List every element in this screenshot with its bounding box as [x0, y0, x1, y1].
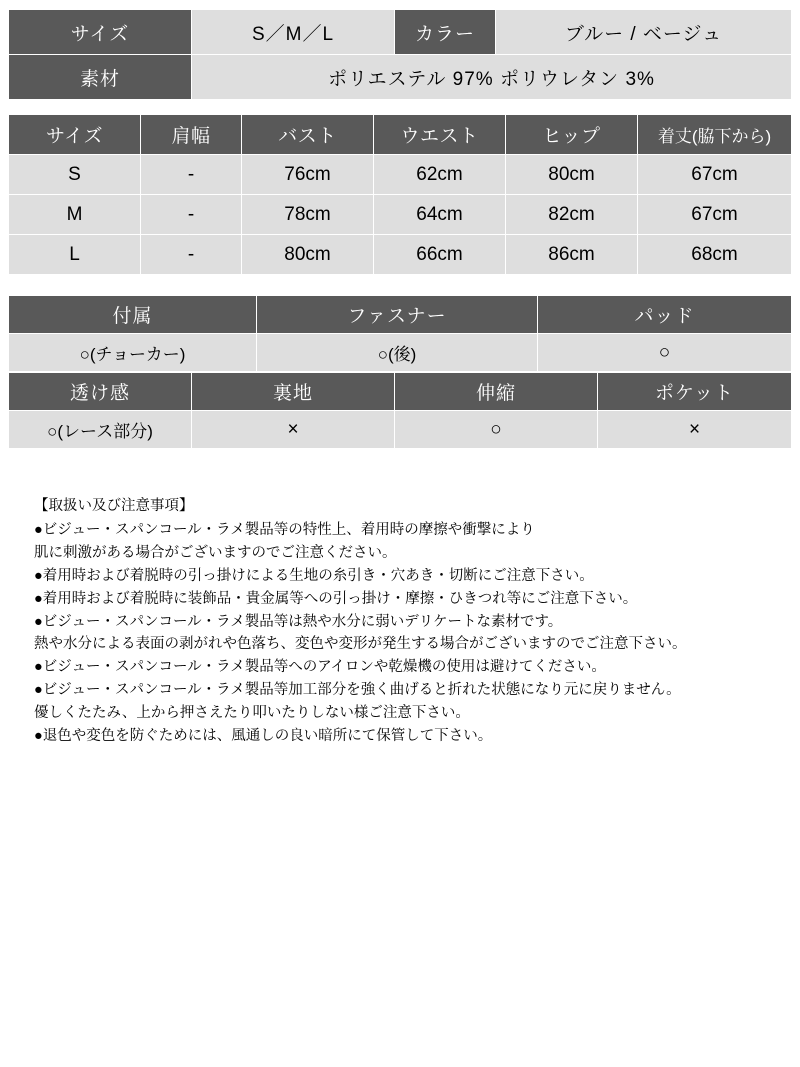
- cell: S: [9, 155, 141, 195]
- table-row: [9, 155, 792, 195]
- detail-attributes-table: [8, 295, 792, 372]
- spec-material-label: 素材: [9, 55, 192, 100]
- table-row: [9, 411, 792, 449]
- table-row: [9, 334, 792, 372]
- cell: -: [141, 195, 242, 235]
- cell: 78cm: [242, 195, 374, 235]
- cell: -: [141, 235, 242, 275]
- table-header-row: [9, 115, 792, 155]
- notes-line: ●ビジュー・スパンコール・ラメ製品等加工部分を強く曲げると折れた状態になり元に戻りません。: [34, 682, 681, 699]
- notes-title: 【取扱い及び注意事項】: [34, 498, 194, 514]
- bust-col-header: バスト: [242, 115, 374, 155]
- pocket-value: ×: [598, 411, 792, 449]
- notes-line: ●着用時および着脱時の引っ掛けによる生地の糸引き・穴あき・切断にご注意下さい。: [34, 567, 594, 584]
- notes-line: ●ビジュー・スパンコール・ラメ製品等は熱や水分に弱いデリケートな素材です。: [34, 613, 563, 630]
- pad-value: ○: [538, 334, 792, 372]
- cell: 67cm: [638, 155, 792, 195]
- zipper-label: ファスナー: [257, 296, 538, 334]
- spec-color-label: カラー: [395, 10, 496, 55]
- notes-line: ●ビジュー・スパンコール・ラメ製品等へのアイロンや乾燥機の使用は避けてください。: [34, 659, 606, 676]
- accessory-value: ○(チョーカー): [9, 334, 257, 372]
- waist-col-header: ウエスト: [374, 115, 506, 155]
- spec-size-value: S／M／L: [192, 10, 395, 55]
- table-header-row: [9, 373, 792, 411]
- cell: L: [9, 235, 141, 275]
- stretch-value: ○: [395, 411, 598, 449]
- cell: 82cm: [506, 195, 638, 235]
- detail-attributes-table-2: [8, 372, 792, 449]
- sheerness-label: 透け感: [9, 373, 192, 411]
- cell: 86cm: [506, 235, 638, 275]
- stretch-label: 伸縮: [395, 373, 598, 411]
- shoulder-col-header: 肩幅: [141, 115, 242, 155]
- sheerness-value: ○(レース部分): [9, 411, 192, 449]
- size-col-header: サイズ: [9, 115, 141, 155]
- cell: 62cm: [374, 155, 506, 195]
- cell: 66cm: [374, 235, 506, 275]
- hip-col-header: ヒップ: [506, 115, 638, 155]
- table-row: [9, 195, 792, 235]
- cell: 68cm: [638, 235, 792, 275]
- care-notes: [8, 495, 792, 748]
- notes-line: 肌に刺激がある場合がございますのでご注意ください。: [34, 544, 397, 561]
- spec-material-value: ポリエステル 97% ポリウレタン 3%: [192, 55, 792, 100]
- cell: 76cm: [242, 155, 374, 195]
- cell: 80cm: [242, 235, 374, 275]
- length-col-header: 着丈(脇下から): [638, 115, 792, 155]
- pad-label: パッド: [538, 296, 792, 334]
- zipper-value: ○(後): [257, 334, 538, 372]
- table-row: [9, 10, 792, 55]
- notes-line: 熱や水分による表面の剥がれや色落ち、変色や変形が発生する場合がございますのでご注意下さい。: [34, 636, 687, 653]
- lining-label: 裏地: [192, 373, 395, 411]
- cell: 64cm: [374, 195, 506, 235]
- cell: 80cm: [506, 155, 638, 195]
- spec-color-value: ブルー / ベージュ: [496, 10, 792, 55]
- table-row: [9, 235, 792, 275]
- table-row: [9, 55, 792, 100]
- notes-line: ●着用時および着脱時に装飾品・貴金属等への引っ掛け・摩擦・ひきつれ等にご注意下さい。: [34, 590, 638, 607]
- spec-table: [8, 9, 792, 100]
- notes-line: 優しくたたみ、上から押さえたり叩いたりしない様ご注意下さい。: [34, 705, 470, 722]
- lining-value: ×: [192, 411, 395, 449]
- cell: M: [9, 195, 141, 235]
- size-measurement-table: [8, 114, 792, 275]
- table-header-row: [9, 296, 792, 334]
- notes-line: ●ビジュー・スパンコール・ラメ製品等の特性上、着用時の摩擦や衝撃により: [34, 521, 535, 538]
- spec-size-label: サイズ: [9, 10, 192, 55]
- accessory-label: 付属: [9, 296, 257, 334]
- notes-line: ●退色や変色を防ぐためには、風通しの良い暗所にて保管して下さい。: [34, 728, 493, 745]
- cell: -: [141, 155, 242, 195]
- cell: 67cm: [638, 195, 792, 235]
- pocket-label: ポケット: [598, 373, 792, 411]
